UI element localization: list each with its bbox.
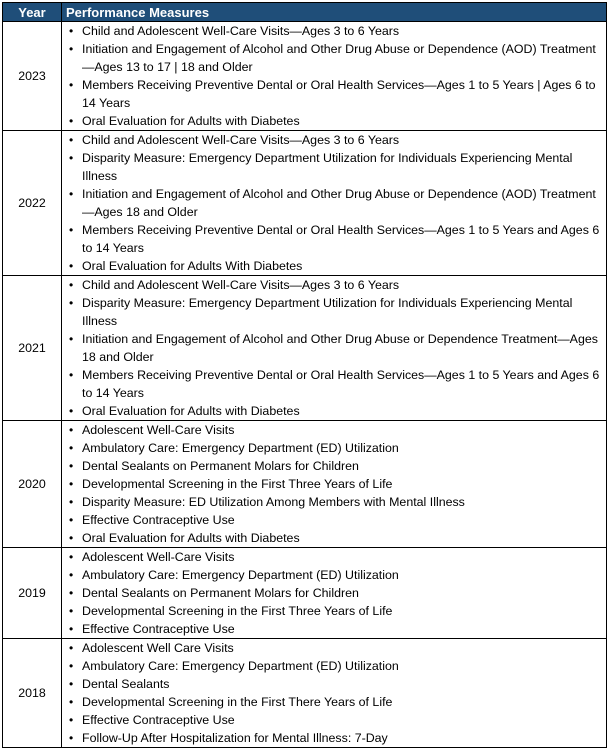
year-cell: 2021 [3,276,62,421]
performance-measures-table [2,2,607,748]
measure-item: • Members Receiving Preventive Dental or Oral Health Services—Ages 1 to 5 Years | Ages 6 to 14 Years [62,76,606,112]
measure-item: • Ambulatory Care: Emergency Department (ED) Utilization [62,657,606,675]
measures-cell [62,276,607,421]
measure-item: • Initiation and Engagement of Alcohol and Other Drug Abuse or Dependence (AOD) Treatment—Ages 13 to 17 | 18 and Older [62,40,606,76]
measures-list [62,421,606,547]
measure-item: • Disparity Measure: ED Utilization Among Members with Mental Illness [62,493,606,511]
measure-item: • Members Receiving Preventive Dental or Oral Health Services—Ages 1 to 5 Years and Ages 6 to 14 Years [62,366,606,402]
measures-cell [62,548,607,639]
measure-item: • Child and Adolescent Well-Care Visits—Ages 3 to 6 Years [62,276,606,294]
measure-item: • Developmental Screening in the First There Years of Life [62,693,606,711]
measure-item: • Oral Evaluation for Adults with Diabetes [62,529,606,547]
measure-item: • Dental Sealants [62,675,606,693]
measures-list [62,548,606,638]
table-row [3,22,607,131]
year-header: Year [3,3,62,22]
measure-item: • Disparity Measure: Emergency Department Utilization for Individuals Experiencing Mental Illness [62,294,606,330]
measure-item: • Oral Evaluation for Adults with Diabetes [62,402,606,420]
table-body [3,22,607,748]
measure-item: • Ambulatory Care: Emergency Department (ED) Utilization [62,566,606,584]
measures-cell [62,421,607,548]
measure-item: • Developmental Screening in the First Three Years of Life [62,602,606,620]
measure-item: • Effective Contraceptive Use [62,620,606,638]
table-row [3,421,607,548]
measures-cell [62,131,607,276]
measure-item: • Ambulatory Care: Emergency Department (ED) Utilization [62,439,606,457]
year-cell: 2022 [3,131,62,276]
year-cell: 2019 [3,548,62,639]
measure-item: • Follow-Up After Hospitalization for Mental Illness: 7-Day [62,729,606,747]
table-row [3,548,607,639]
measure-item: • Dental Sealants on Permanent Molars for Children [62,584,606,602]
measures-list [62,22,606,130]
measure-item: • Oral Evaluation for Adults with Diabetes [62,112,606,130]
header-row [3,3,607,22]
measures-header: Performance Measures [62,3,607,22]
table-row [3,276,607,421]
measure-item: • Adolescent Well-Care Visits [62,421,606,439]
measure-item: • Adolescent Well Care Visits [62,639,606,657]
table-row [3,639,607,748]
measure-item: • Effective Contraceptive Use [62,711,606,729]
measure-item: • Effective Contraceptive Use [62,511,606,529]
measure-item: • Disparity Measure: Emergency Department Utilization for Individuals Experiencing Mental Illness [62,149,606,185]
measure-item: • Child and Adolescent Well-Care Visits—Ages 3 to 6 Years [62,131,606,149]
year-cell: 2023 [3,22,62,131]
measure-item: • Adolescent Well-Care Visits [62,548,606,566]
measures-cell [62,639,607,748]
measure-item: • Initiation and Engagement of Alcohol and Other Drug Abuse or Dependence Treatment—Ages 18 and Older [62,330,606,366]
year-cell: 2018 [3,639,62,748]
measure-item: • Members Receiving Preventive Dental or Oral Health Services—Ages 1 to 5 Years and Ages 6 to 14 Years [62,221,606,257]
measures-list [62,639,606,747]
measure-item: • Child and Adolescent Well-Care Visits—Ages 3 to 6 Years [62,22,606,40]
measures-cell [62,22,607,131]
table-row [3,131,607,276]
measure-item: • Oral Evaluation for Adults With Diabetes [62,257,606,275]
measures-list [62,276,606,420]
measure-item: • Dental Sealants on Permanent Molars for Children [62,457,606,475]
measure-item: • Developmental Screening in the First Three Years of Life [62,475,606,493]
year-cell: 2020 [3,421,62,548]
measures-list [62,131,606,275]
measure-item: • Initiation and Engagement of Alcohol and Other Drug Abuse or Dependence (AOD) Treatment—Ages 18 and Older [62,185,606,221]
